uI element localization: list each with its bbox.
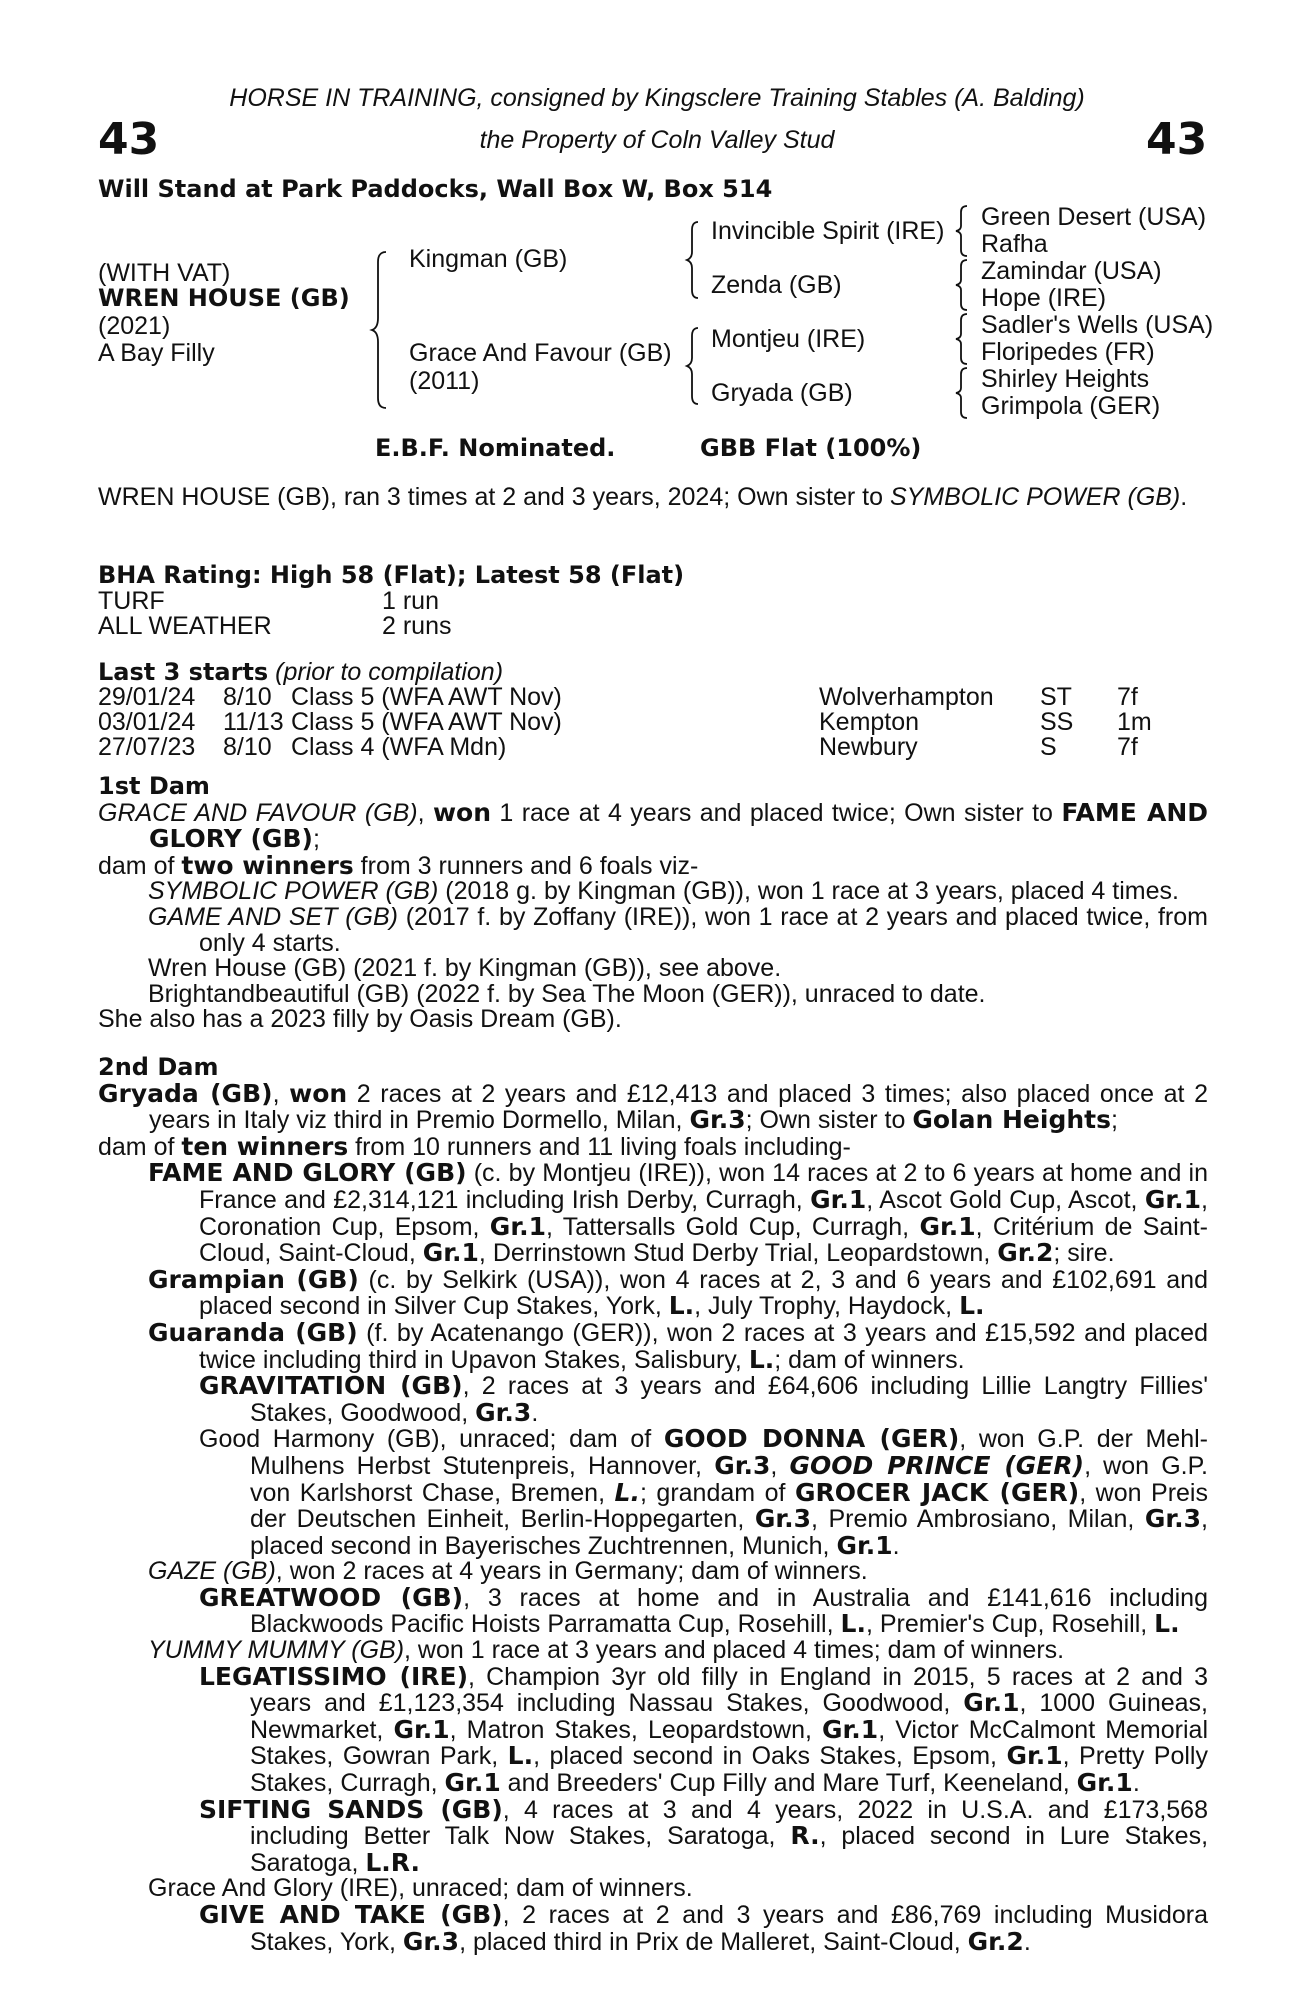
text-bold: LEGATISSIMO (IRE) [199,1661,469,1691]
second-dam-produce-summary [98,1131,1208,1161]
text: , placed second in Lure Stakes, Saratoga, [250,1822,1209,1877]
produce-entry [98,1661,1209,1798]
text-bold: L. [1154,1609,1180,1639]
text-bold: Gr.1 [1076,1768,1133,1798]
rating-surface-turf: TURF [98,587,165,615]
brace-g78 [955,366,971,420]
text: , [770,1451,790,1480]
start-course: Kempton [819,708,920,736]
text: 2 races at 2 years and £12,413 and placed 3 times; also placed once at 2 years in Italy viz third in Premio Dormello, Milan, [149,1079,1208,1135]
stand-location: Will Stand at Park Paddocks, Wall Box W, Box 514 [98,175,773,203]
produce-name: SYMBOLIC POWER (GB) [148,877,439,906]
text: , Critérium de Saint-Cloud, Saint-Cloud, [199,1212,1209,1268]
text: , Derrinstown Stud Derby Trial, Leopardstown, [478,1239,998,1268]
dam-brace [686,326,702,406]
granddam-6: Floripedes (FR) [981,338,1155,366]
start-date: 27/07/23 [98,733,196,761]
text-bold: GOOD DONNA (GER) [663,1424,960,1454]
dam-sire: Montjeu (IRE) [711,325,866,353]
produce-entry [98,1160,1208,1266]
text: , Premier's Cup, Rosehill, [865,1610,1155,1639]
text-bold: won [432,797,492,827]
produce-entry [98,1317,1208,1374]
dam: Grace And Favour (GB) [409,339,672,367]
start-race: Class 5 (WFA AWT Nov) [291,683,562,711]
text: , Champion 3yr old filly in England in 2015, 5 races at 2 and 3 years and £1,123,354 including Nassau Stakes, Goodwood, [250,1662,1208,1718]
text: (f. by Acatenango (GER)), won 2 races at 3 years and £15,592 and placed twice including third in Upavon Stakes, Salisbury, [199,1318,1208,1374]
text-bold: FAME AND GLORY (GB) [148,1158,467,1188]
produce-entry [98,1794,1209,1877]
produce-name: GAZE (GB) [148,1557,276,1586]
start-distance: 7f [1117,733,1138,761]
start-going: S [1040,733,1057,761]
rating-runs-turf: 1 run [382,587,439,615]
first-dam-section [98,774,1208,1033]
horse-vat: (WITH VAT) [98,259,231,287]
text: Good Harmony (GB), unraced; dam of [199,1425,664,1454]
text: ; grandam of [639,1478,795,1507]
text: , placed third in Prix de Malleret, Saint-Cloud, [459,1927,968,1956]
text: ; Own sister to [745,1106,913,1135]
start-distance: 1m [1117,708,1152,736]
text-bold: Gr.3 [689,1105,746,1135]
lot-number-right: 43 [1146,114,1208,165]
produce-entry [98,1902,1208,1955]
produce-entry: Wren House (GB) (2021 f. by Kingman (GB)), see above. [148,954,782,983]
brace-g34 [955,258,971,312]
text: , Ascot Gold Cup, Ascot, [866,1185,1145,1214]
text-bold: Gr.1 [836,1530,893,1560]
dam-year: (2011) [409,367,480,395]
produce-name: GAME AND SET (GB) [148,902,398,931]
bha-rating: BHA Rating: High 58 (Flat); Latest 58 (Flat) [98,561,685,589]
text-bold: Gr.1 [822,1714,879,1744]
text-bold: L. [959,1291,985,1321]
text-bold: Gr.3 [714,1450,771,1480]
text-bold: Gr.3 [1144,1504,1202,1534]
produce-note: She also has a 2023 filly by Oasis Dream (GB). [98,1005,622,1034]
main-brace [372,250,392,410]
text: 1 race at 4 years and placed twice; Own sister to [491,798,1062,827]
text-bold: GREATWOOD (GB) [199,1582,464,1612]
text: , won G.P. von Karlshorst Chase, Bremen, [250,1451,1208,1507]
text-bold-italic: L. [614,1477,640,1507]
start-race: Class 4 (WFA Mdn) [291,733,507,761]
start-going: ST [1040,683,1072,711]
text-bold: Gr.3 [475,1397,532,1427]
text-bold-italic: GOOD PRINCE (GER) [789,1450,1085,1480]
text: . [1132,1769,1140,1798]
text-bold: Gr.2 [997,1238,1054,1268]
start-course: Newbury [819,733,918,761]
produce-entry [98,1264,1208,1321]
grandsire-3: Zamindar (USA) [981,257,1162,285]
second-dam-heading: 2nd Dam [98,1053,219,1081]
text: ; dam of winners. [774,1345,965,1374]
sire-sire: Invincible Spirit (IRE) [711,217,945,245]
granddam-4: Hope (IRE) [981,284,1107,312]
text: , Victor McCalmont Memorial Stakes, Gowran Park, [250,1715,1209,1771]
horse-year: (2021) [98,312,171,340]
text: (c. by Montjeu (IRE)), won 14 races at 2 to 6 years at home and in France and £2,314,121 including Irish Derby, Curragh, [199,1159,1209,1214]
start-position: 8/10 [223,733,272,761]
text-bold: Gr.1 [489,1211,546,1241]
first-dam-name: GRACE AND FAVOUR (GB) [98,798,418,827]
text-bold: Gr.1 [919,1211,976,1241]
header-property: the Property of Coln Valley Stud [479,126,835,154]
text: , Coronation Cup, Epsom, [199,1185,1208,1241]
start-position: 8/10 [223,683,272,711]
rating-surface-aw: ALL WEATHER [98,612,272,640]
produce-entry [98,1559,1208,1585]
start-date: 03/01/24 [98,708,196,736]
text-bold: Gr.1 [963,1688,1020,1718]
horse-description: A Bay Filly [98,339,215,367]
text-bold: Gr.1 [444,1768,501,1798]
text: , 4 races at 3 and 4 years, 2022 in U.S.A. and £173,568 including Better Talk Now Stakes, Saratoga, [250,1795,1208,1851]
text-bold: L. [748,1344,775,1374]
start-going: SS [1040,708,1074,736]
produce-entry [98,1582,1208,1639]
start-distance: 7f [1117,683,1138,711]
sire-brace [686,220,702,300]
text: , July Trophy, Haydock, [694,1292,960,1321]
text-bold: ten winners [181,1131,349,1161]
text: , won 1 race at 3 years and placed 4 times; dam of winners. [404,1636,1065,1665]
text: . [1023,1927,1031,1956]
granddam-8: Grimpola (GER) [981,392,1161,420]
text: , won Preis der Deutschen Einheit, Berlin-Hoppegarten, [250,1478,1208,1534]
text-bold: Golan Heights [912,1105,1111,1135]
text: , [272,1079,290,1108]
text-bold: R. [790,1821,820,1851]
text: , placed second in Bayerisches Zuchtrennen, Munich, [250,1505,1208,1560]
text-bold: Gr.1 [422,1238,479,1268]
second-dam-record [98,1078,1208,1135]
produce-entry [98,1638,1208,1664]
produce-entry: Brightandbeautiful (GB) (2022 f. by Sea The Moon (GER)), unraced to date. [148,979,986,1008]
text-bold: L. [668,1291,695,1321]
text-bold: L.R. [365,1847,420,1877]
text-bold: Gr.1 [393,1714,450,1744]
text-bold: L. [507,1741,534,1771]
text: , 3 races at home and in Australia and £141,616 including Blackwoods Pacific Hoists Parramatta Cup, Rosehill, [250,1583,1208,1639]
grandsire-1: Green Desert (USA) [981,203,1207,231]
text: , Tattersalls Gold Cup, Curragh, [545,1212,920,1241]
summary [98,485,1208,511]
text: . [531,1398,539,1427]
horse-name: WREN HOUSE (GB) [98,284,350,312]
text-bold: Gr.1 [1006,1741,1063,1771]
ebf-nominated: E.B.F. Nominated. [375,434,616,462]
start-course: Wolverhampton [819,683,994,711]
last-starts-heading [98,660,503,686]
text: , [417,798,433,827]
text: (c. by Selkirk (USA)), won 4 races at 2, 3 and 6 years and £102,691 and placed second in Silver Cup Stakes, York, [199,1265,1208,1321]
rating-runs-aw: 2 runs [382,612,452,640]
text: ; [312,825,320,854]
text-bold: GIVE AND TAKE (GB) [199,1900,503,1929]
text: , placed second in Oaks Stakes, Epsom, [533,1742,1007,1771]
text-bold: Gryada (GB) [98,1078,273,1108]
text: from 3 runners and 6 foals viz- [353,851,699,880]
last-starts-title: Last 3 starts [98,658,269,686]
text: , 2 races at 2 and 3 years and £86,769 including Musidora Stakes, York, [250,1901,1208,1956]
start-race: Class 5 (WFA AWT Nov) [291,708,562,736]
text: , 1000 Guineas, Newmarket, [250,1689,1209,1744]
text-bold: Gr.2 [967,1926,1024,1956]
brace-g56 [955,312,971,366]
produce-name: YUMMY MUMMY (GB) [148,1636,405,1665]
first-dam-heading: 1st Dam [98,772,210,800]
first-dam-record [98,797,1208,854]
text-bold: two winners [181,850,354,880]
text: (2017 f. by Zoffany (IRE)), won 1 race at 2 years and placed twice, from only 4 starts. [199,902,1208,957]
text-bold: Gr.3 [402,1926,460,1956]
produce-entry [98,1426,1208,1559]
text-bold: Gr.1 [1144,1184,1202,1214]
text: , Matron Stakes, Leopardstown, [449,1715,823,1744]
text-bold: GRAVITATION (GB) [199,1371,463,1401]
text: dam of [98,851,182,880]
lot-number-left: 43 [98,114,160,165]
text: , Premio Ambrosiano, Milan, [811,1505,1145,1534]
text: (2018 g. by Kingman (GB)), won 1 race at 3 years, placed 4 times. [438,877,1179,906]
text-bold: Grampian (GB) [148,1264,359,1294]
text: dam of [98,1132,182,1161]
sire-dam: Zenda (GB) [711,271,842,299]
text: ; sire. [1053,1239,1115,1268]
summary-end: . [1180,483,1188,511]
summary-sister: SYMBOLIC POWER (GB) [889,483,1181,511]
granddam-2: Rafha [981,230,1048,258]
produce-entry [98,902,1208,957]
last-starts-note: (prior to compilation) [275,658,504,686]
text: from 10 runners and 11 living foals including- [348,1132,851,1161]
start-position: 11/13 [223,708,284,736]
text: ; [1110,1106,1118,1135]
first-dam-produce-summary [98,850,1208,880]
gbb-flat: GBB Flat (100%) [700,434,922,462]
second-dam-section [98,1055,1208,1955]
text-bold: L. [840,1609,866,1639]
text-bold: Gr.1 [810,1184,867,1214]
text-bold: Gr.3 [754,1504,812,1534]
text-bold: Guaranda (GB) [148,1317,358,1347]
grandsire-7: Shirley Heights [981,365,1150,393]
text: , 2 races at 3 years and £64,606 including Lillie Langtry Fillies' Stakes, Goodwood, [250,1372,1208,1427]
sire: Kingman (GB) [409,245,568,273]
text: . [892,1531,900,1560]
produce-entry [98,879,1208,905]
grandsire-5: Sadler's Wells (USA) [981,311,1214,339]
dam-dam: Gryada (GB) [711,379,853,407]
header-consignor: HORSE IN TRAINING, consigned by Kingsclere Training Stables (A. Balding) [229,84,1085,112]
text: and Breeders' Cup Filly and Mare Turf, Keeneland, [500,1769,1077,1798]
text-bold: SIFTING SANDS (GB) [199,1794,503,1824]
summary-text: WREN HOUSE (GB), ran 3 times at 2 and 3 years, 2024; Own sister to [98,483,890,511]
brace-g12 [955,204,971,258]
text: , won 2 races at 4 years in Germany; dam of winners. [275,1557,868,1586]
text: , Pretty Polly Stakes, Curragh, [250,1742,1208,1798]
produce-entry [98,1373,1208,1426]
produce-entry: Grace And Glory (IRE), unraced; dam of winners. [148,1874,693,1903]
text-bold: FAME AND GLORY (GB) [149,797,1208,854]
start-date: 29/01/24 [98,683,196,711]
text: , won G.P. der Mehl-Mulhens Herbst Stutenpreis, Hannover, [250,1425,1208,1480]
text-bold: GROCER JACK (GER) [794,1477,1080,1507]
text-bold: won [289,1078,348,1108]
